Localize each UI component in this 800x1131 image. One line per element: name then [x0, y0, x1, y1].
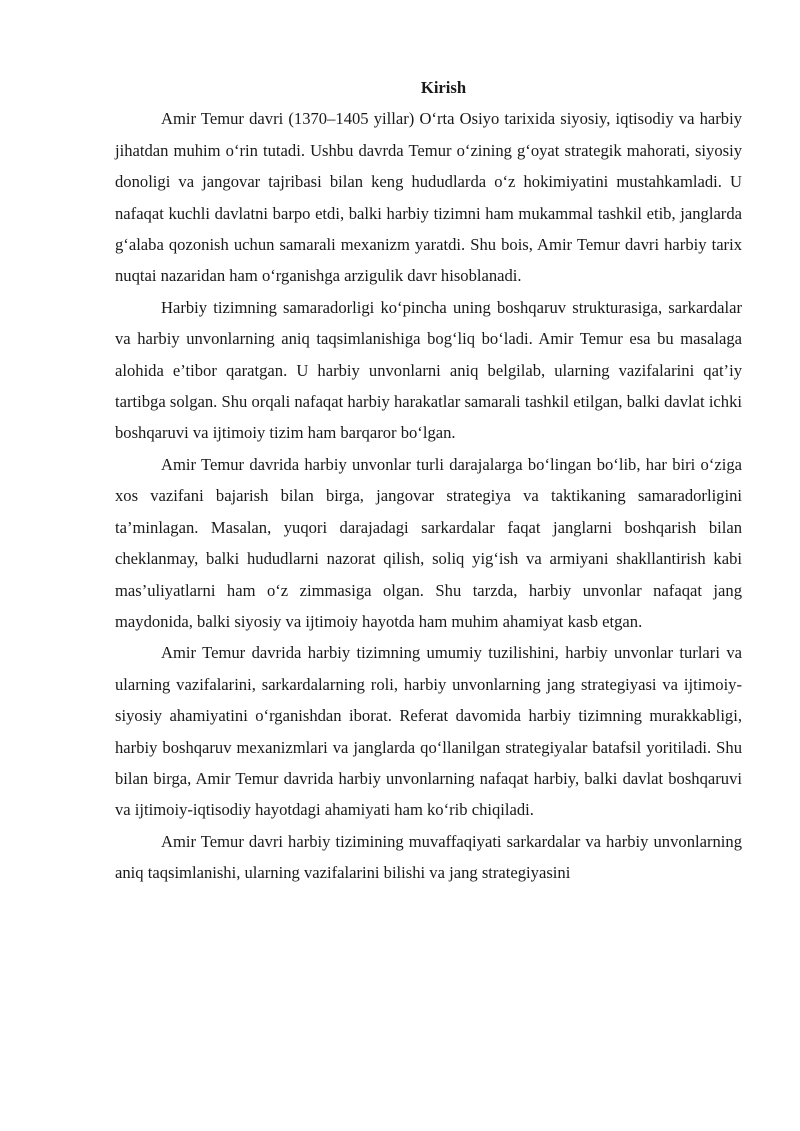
document-title: Kirish — [420, 78, 467, 97]
paragraph-2: Harbiy tizimning samaradorligi ko‘pincha uning boshqaruv strukturasiga, sarkardalar va harbiy unvonlarning aniq taqsimlanishiga bog‘liq bo‘ladi. Amir Temur esa bu masalaga alohida e’tibor qaratgan. U harbiy unvonlarni aniq belgilab, ularning vazifalarini qat’iy tartibga solgan. Shu orqali nafaqat harbiy harakatlar samarali tashkil etilgan, balki davlat ichki boshqaruvi va ijtimoiy tizim ham barqaror bo‘lgan. — [115, 297, 742, 443]
paragraph-4: Amir Temur davrida harbiy tizimning umumiy tuzilishini, harbiy unvonlar turlari va ularning vazifalarini, sarkardalarning roli, harbiy unvonlarning jang strategiyasi va ijtimoiy-siyosiy ahamiyatini o‘rganishdan iborat. Referat davomida harbiy tizimning murakkabligi, harbiy boshqaruv mexanizmlari va janglarda qo‘llanilgan strategiyalar batafsil yoritiladi. Shu bilan birga, Amir Temur davrida harbiy unvonlarning nafaqat harbiy, balki davlat boshqaruvi va ijtimoiy-iqtisodiy hayotdagi ahamiyati ham ko‘rib chiqiladi. — [115, 643, 742, 820]
document-body — [115, 72, 742, 889]
paragraph-1: Amir Temur davri (1370–1405 yillar) O‘rta Osiyo tarixida siyosiy, iqtisodiy va harbiy jihatdan muhim o‘rin tutadi. Ushbu davrda Temur o‘zining g‘oyat strategik mahorati, siyosiy donoligi va jangovar tajribasi bilan keng hududlarda o‘z hokimiyatini mustahkamladi. U nafaqat kuchli davlatni barpo etdi, balki harbiy tizimni ham mukammal tashkil etib, janglarda g‘alaba qozonish uchun samarali mexanizm yaratdi. Shu bois, Amir Temur davri harbiy tarix nuqtai nazaridan ham o‘rganishga arzigulik davr hisoblanadi. — [115, 109, 742, 286]
paragraph-5: Amir Temur davri harbiy tizimining muvaffaqiyati sarkardalar va harbiy unvonlarning aniq taqsimlanishi, ularning vazifalarini bilishi va jang strategiyasini — [115, 831, 742, 883]
paragraph-3: Amir Temur davrida harbiy unvonlar turli darajalarga bo‘lingan bo‘lib, har biri o‘ziga xos vazifani bajarish bilan birga, jangovar strategiya va taktikaning samaradorligini ta’minlagan. Masalan, yuqori darajadagi sarkardalar faqat janglarni boshqarish bilan cheklanmay, balki hududlarni nazorat qilish, soliq yig‘ish va armiyani shakllantirish kabi mas’uliyatlarni ham o‘z zimmasiga olgan. Shu tarzda, harbiy unvonlar nafaqat jang maydonida, balki siyosiy va ijtimoiy hayotda ham muhim ahamiyat kasb etgan. — [115, 454, 742, 631]
